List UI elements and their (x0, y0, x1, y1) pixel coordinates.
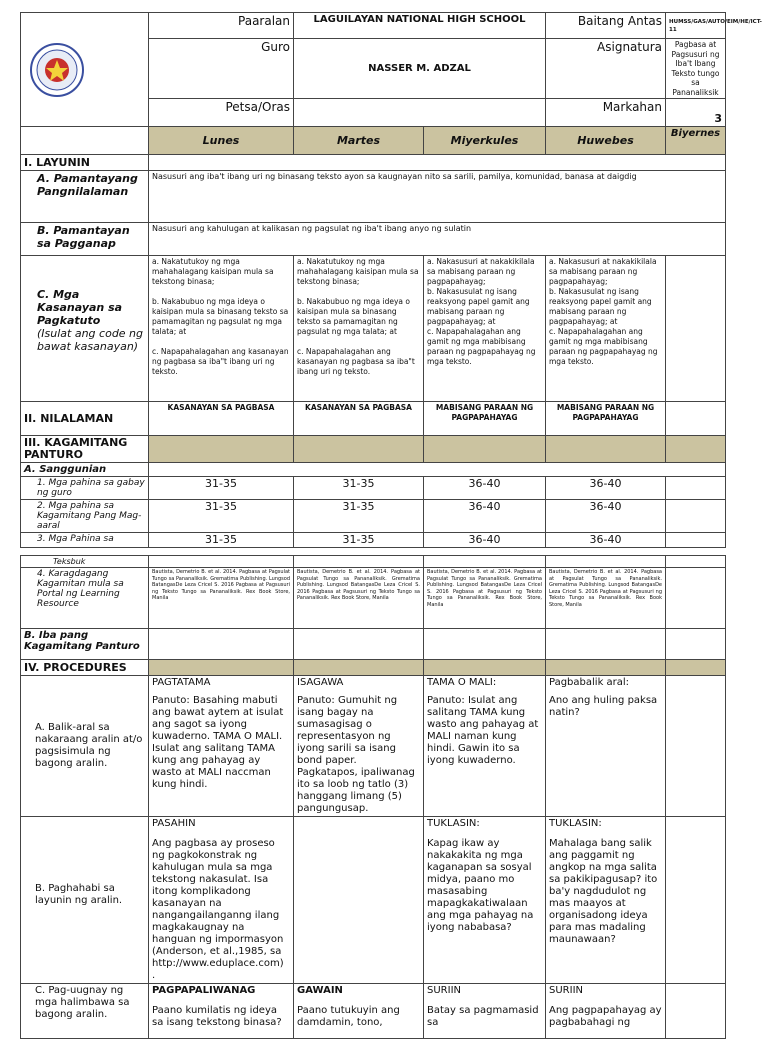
quarter-label: Markahan (546, 99, 666, 127)
teksbuk-miyerkules: 36-40 (424, 533, 546, 548)
procedure-c-lunes (149, 984, 294, 1039)
grade-label: Baitang Antas (546, 13, 666, 39)
layunin-title: I. LAYUNIN (21, 155, 149, 171)
procedure-b-miyerkules (424, 817, 546, 984)
teksbuk-lunes: 31-35 (149, 533, 294, 548)
day-header-blank (21, 127, 149, 155)
lesson-plan-table-bottom (20, 555, 726, 1039)
school-label: Paaralan (149, 13, 294, 39)
procedure-c-martes-body: Paano tutukuyin ang damdamin, tono, (297, 1005, 400, 1028)
day-header-huwebes: Huwebes (546, 127, 666, 155)
karagdagang-kagamitan-label: 4. Karagdagang Kagamitan mula sa Portal ng Learning Resource (21, 568, 149, 629)
mag-aaral-lunes: 31-35 (149, 500, 294, 533)
pamantayan-pagganap-text: Nasusuri ang kahulugan at kalikasan ng pagsulat ng iba't ibang anyo ng sulatin (149, 223, 726, 256)
procedure-c-martes (294, 984, 424, 1039)
day-header-martes: Martes (294, 127, 424, 155)
mag-aaral-huwebes: 36-40 (546, 500, 666, 533)
kasanayan-label-cell (21, 256, 149, 402)
procedure-a-lunes-head: PAGTATAMA (152, 677, 211, 688)
procedure-a-lunes (149, 676, 294, 817)
nilalaman-biyernes (666, 402, 726, 436)
procedure-b-label: B. Paghahabi sa layunin ng aralin. (21, 817, 149, 984)
nilalaman-martes: KASANAYAN SA PAGBASA (294, 402, 424, 436)
day-header-biyernes: Biyernes (666, 127, 726, 155)
ref-miyerkules: Bautista, Demetrio B. et al. 2014. Pagbasa at Pagsulat Tungo sa Pananaliksik. Grematima Publishing. Lungsod BatangasDe Leza Cricel S. 2016 Pagbasa at Pagsusuri ng Teksto Tungo sa Pananaliksik. Rex Book Store, Manila (424, 568, 546, 629)
procedure-c-lunes-body: Paano kumilatis ng ideya sa isang tekstong binasa? (152, 1005, 282, 1028)
mag-aaral-biyernes (666, 500, 726, 533)
school-name: LAGUILAYAN NATIONAL HIGH SCHOOL (294, 13, 546, 39)
kasanayan-martes: a. Nakatutukoy ng mga mahahalagang kaisipan mula sa tekstong binasa; b. Nakabubuo ng mga ideya o kaisipan mula sa binasang teksto sa pamamagitan ng pagsulat ng mga talata; at c. Napapahalagahan ang kasanayan ng pagbasa sa iba"t ibang uri ng teksto. (294, 256, 424, 402)
procedure-a-label: A. Balik-aral sa nakaraang aralin at/o pagsisimula ng bagong aralin. (21, 676, 149, 817)
kasanayan-miyerkules: a. Nakasusuri at nakakikilala sa mabisang paraan ng pagpapahayag; b. Nakasusulat ng isang reaksyong papel gamit ang mabisang paraan ng pagpapahayag; at c. Napapahalagahan ang gamit ng mga mabibisang paraan ng pagpapahayag ng mga teksto. (424, 256, 546, 402)
pamantayan-pagganap-label: B. Pamantayan sa Pagganap (21, 223, 149, 256)
nilalaman-huwebes: MABISANG PARAAN NG PAGPAPAHAYAG (546, 402, 666, 436)
kasanayan-biyernes (666, 256, 726, 402)
procedure-c-miyerkules (424, 984, 546, 1039)
procedure-c-label: C. Pag-uugnay ng mga halimbawa sa bagong aralin. (21, 984, 149, 1039)
procedure-a-huwebes-head: Pagbabalik aral: (549, 677, 630, 688)
procedure-a-miyerkules-body: Panuto: Isulat ang salitang TAMA kung wasto ang pahayag at MALI naman kung hindi. Gawin ito sa iyong kuwaderno. (427, 695, 539, 766)
procedure-b-lunes-head: PASAHIN (152, 818, 196, 829)
date-value (294, 99, 546, 127)
procedure-b-huwebes (546, 817, 666, 984)
teacher-label: Guro (149, 39, 294, 99)
subject-label: Asignatura (546, 39, 666, 99)
procedure-a-miyerkules (424, 676, 546, 817)
procedure-b-lunes-body: Ang pagbasa ay proseso ng pagkokonstrak ng kahulugan mula sa mga tekstong nakasulat. Isa itong komplikadong kasanayan na nangangailanganng ilang magkakaugnay na hanguan ng impormasyon (Anderson, et al.,1985, sa http://www.eduplace.com) . (152, 838, 284, 981)
procedure-a-huwebes-body: Ano ang huling paksa natin? (549, 695, 658, 718)
ref-huwebes: Bautista, Demetrio B. et al. 2014. Pagbasa at Pagsulat Tungo sa Pananaliksik. Grematima Publishing. Lungsod BatangasDe Leza Cricel S. 2016 Pagbasa at Pagsusuri ng Teksto Tungo sa Pananaliksik. Rex Book Store, Manila (546, 568, 666, 629)
kagamitang-mag-aaral-label: 2. Mga pahina sa Kagamitang Pang Mag-aaral (21, 500, 149, 533)
gabay-guro-martes: 31-35 (294, 477, 424, 500)
deped-logo-cell (21, 13, 149, 127)
procedure-b-miyerkules-body: Kapag ikaw ay nakakakita ng mga kaganapan sa sosyal midya, paano mo masasabing mapagkakatiwalaan ang mga pahayag na iyong nababasa? (427, 838, 534, 933)
kasanayan-lunes: a. Nakatutukoy ng mga mahahalagang kaisipan mula sa tekstong binasa; b. Nakabubuo ng mga ideya o kaisipan mula sa binasang teksto sa pamamagitan ng pagsulat ng mga talata; at c. Napapahalagahan ang kasanayan ng pagbasa sa iba"t ibang uri ng teksto. (149, 256, 294, 402)
procedure-a-martes-body: Panuto: Gumuhit ng isang bagay na sumasagisag o representasyon ng iyong sarili sa isang bond paper. Pagkatapos, ipaliwanag ito sa loob ng tatlo (3) hanggang limang (5) pangungusap. (297, 695, 415, 814)
kasanayan-note: (Isulat ang code ng bawat kasanayan) (37, 327, 144, 353)
procedure-a-miyerkules-head: TAMA O MALI: (427, 677, 497, 688)
gabay-guro-label: 1. Mga pahina sa gabay ng guro (21, 477, 149, 500)
mag-aaral-martes: 31-35 (294, 500, 424, 533)
procedure-a-lunes-body: Panuto: Basahing mabuti ang bawat aytem at isulat ang sagot sa iyong kuwaderno. TAMA O MALI. Isulat ang salitang TAMA kung ang pahayag ay wasto at MALI naccman kung hindi. (152, 695, 284, 790)
gabay-guro-miyerkules: 36-40 (424, 477, 546, 500)
pamantayang-pangnilalaman-label: A. Pamantayang Pangnilalaman (21, 171, 149, 223)
procedure-c-martes-head: GAWAIN (297, 985, 343, 996)
procedure-c-huwebes-body: Ang pagpapahayag ay pagbabahagi ng (549, 1005, 662, 1028)
ref-lunes: Bautista, Demetrio B. et al. 2014. Pagbasa at Pagsulat Tungo sa Pananaliksik. Grematima Publishing. Lungsod BatangasDe Leza Cricel S. 2016 Pagbasa at Pagsusuri ng Teksto Tungo sa Pananaliksik. Rex Book Store, Manila (149, 568, 294, 629)
mag-aaral-miyerkules: 36-40 (424, 500, 546, 533)
procedure-b-huwebes-body: Mahalaga bang salik ang paggamit ng angkop na mga salita sa pakikipagusap? ito ba'y nagdudulot ng mas maayos at organisadong ideya para mas madaling maunawaan? (549, 838, 658, 945)
kasanayan-huwebes: a. Nakasusuri at nakakikilala sa mabisang paraan ng pagpapahayag; b. Nakasusulat ng isang reaksyong papel gamit ang mabisang paraan ng pagpapahayag; at c. Napapahalagahan ang gamit ng mga mabibisang paraan ng pagpapahayag ng mga teksto. (546, 256, 666, 402)
kasanayan-label: C. Mga Kasanayan sa Pagkatuto (37, 288, 123, 327)
date-label: Petsa/Oras (149, 99, 294, 127)
procedure-b-miyerkules-head: TUKLASIN: (427, 818, 480, 829)
teksbuk-martes: 31-35 (294, 533, 424, 548)
procedure-b-huwebes-head: TUKLASIN: (549, 818, 602, 829)
ref-martes: Bautista, Demetrio B. et al. 2014. Pagbasa at Pagsulat Tungo sa Pananaliksik. Grematima Publishing. Lungsod BatangasDe Leza Cricel S. 2016 Pagbasa at Pagsusuri ng Teksto Tungo sa Pananaliksik. Rex Book Store, Manila (294, 568, 424, 629)
procedure-b-lunes (149, 817, 294, 984)
kagamitan-title: III. KAGAMITANG PANTURO (21, 436, 149, 463)
teksbuk-biyernes (666, 533, 726, 548)
procedure-c-huwebes-head: SURIIN (549, 985, 583, 996)
gabay-guro-lunes: 31-35 (149, 477, 294, 500)
nilalaman-lunes: KASANAYAN SA PAGBASA (149, 402, 294, 436)
teksbuk-label: 3. Mga Pahina sa (21, 533, 149, 548)
procedure-c-huwebes (546, 984, 666, 1039)
sanggunian-label: A. Sanggunian (21, 463, 149, 477)
procedure-c-miyerkules-head: SURIIN (427, 985, 461, 996)
procedure-c-lunes-head: PAGPAPALIWANAG (152, 985, 256, 996)
pamantayang-pangnilalaman-text: Nasusuri ang iba't ibang uri ng binasang teksto ayon sa kaugnayan nito sa sarili, pamilya, komunidad, banasa at daigdig (149, 171, 726, 223)
nilalaman-miyerkules: MABISANG PARAAN NG PAGPAPAHAYAG (424, 402, 546, 436)
grade-value: HUMSS/GAS/AUTO/EIM/HE/ICT-11 (666, 13, 726, 39)
day-header-lunes: Lunes (149, 127, 294, 155)
procedure-b-martes (294, 817, 424, 984)
teksbuk-cont-label: Teksbuk (21, 556, 149, 568)
deped-seal-icon (29, 42, 85, 98)
gabay-guro-huwebes: 36-40 (546, 477, 666, 500)
procedures-title: IV. PROCEDURES (21, 660, 149, 676)
day-header-miyerkules: Miyerkules (424, 127, 546, 155)
procedure-a-huwebes (546, 676, 666, 817)
procedure-a-martes (294, 676, 424, 817)
iba-pang-kagamitan-label: B. Iba pang Kagamitang Panturo (21, 629, 149, 660)
procedure-c-miyerkules-body: Batay sa pagmamasid sa (427, 1005, 539, 1028)
procedure-a-martes-head: ISAGAWA (297, 677, 344, 688)
gabay-guro-biyernes (666, 477, 726, 500)
teacher-name: NASSER M. ADZAL (294, 39, 546, 99)
teksbuk-huwebes: 36-40 (546, 533, 666, 548)
subject-value: Pagbasa at Pagsusuri ng Iba't Ibang Teksto tungo sa Pananaliksik (666, 39, 726, 99)
quarter-value: 3 (666, 99, 726, 127)
nilalaman-title: II. NILALAMAN (21, 402, 149, 436)
lesson-plan-table-top (20, 12, 762, 548)
